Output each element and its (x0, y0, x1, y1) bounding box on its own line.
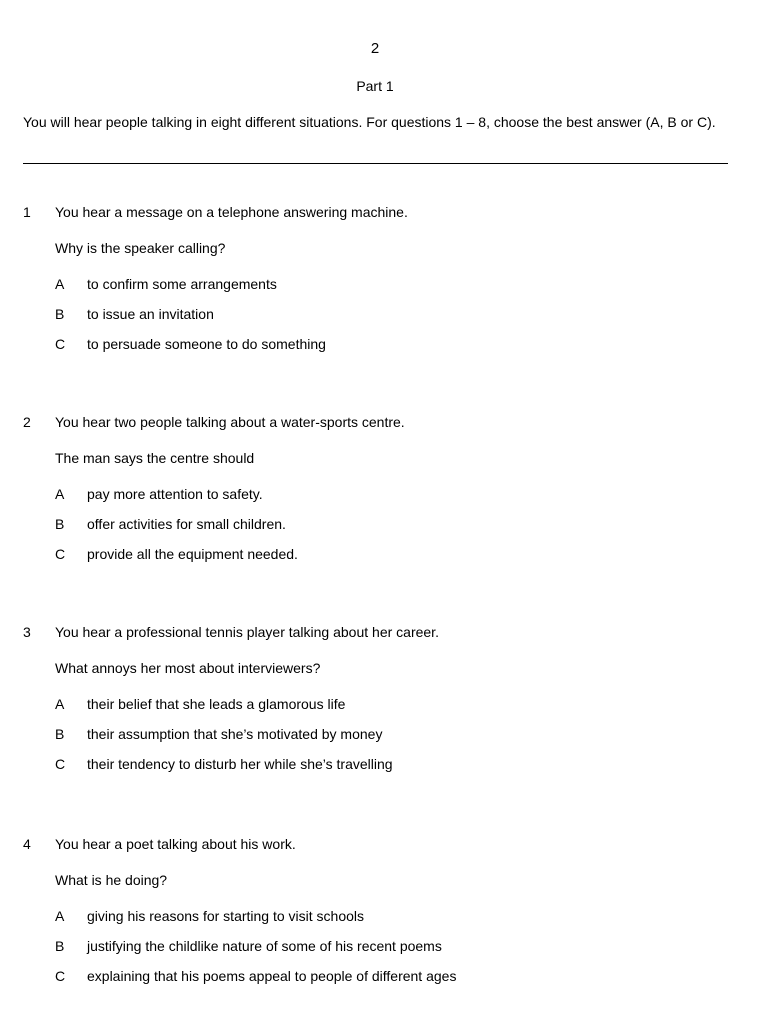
option-text: giving his reasons for starting to visit schools (87, 908, 365, 924)
part-title: Part 1 (356, 78, 394, 94)
option-letter: B (55, 516, 65, 532)
question-number: 2 (23, 414, 31, 430)
question-number: 4 (23, 836, 31, 852)
question-context: You hear a professional tennis player talking about her career. (55, 624, 439, 640)
option-text: justifying the childlike nature of some of his recent poems (87, 938, 442, 954)
option-text: explaining that his poems appeal to people of different ages (87, 968, 457, 984)
option-letter: B (55, 938, 65, 954)
option-text: pay more attention to safety. (87, 486, 263, 502)
option-letter: A (55, 696, 65, 712)
option-letter: C (55, 968, 66, 984)
question-prompt: The man says the centre should (55, 450, 255, 466)
option-letter: B (55, 726, 65, 742)
option-text: provide all the equipment needed. (87, 546, 298, 562)
option-text: their assumption that she’s motivated by money (87, 726, 383, 742)
question-prompt: What annoys her most about interviewers? (55, 660, 321, 676)
option-letter: A (55, 276, 65, 292)
option-letter: C (55, 546, 66, 562)
question-prompt: Why is the speaker calling? (55, 240, 226, 256)
page-number: 2 (370, 40, 380, 57)
question-context: You hear a poet talking about his work. (55, 836, 296, 852)
question-context: You hear a message on a telephone answering machine. (55, 204, 408, 220)
option-text: offer activities for small children. (87, 516, 286, 532)
divider-rule (23, 163, 728, 164)
option-text: their belief that she leads a glamorous life (87, 696, 346, 712)
option-letter: A (55, 486, 65, 502)
option-text: to issue an invitation (87, 306, 214, 322)
option-letter: C (55, 756, 66, 772)
option-letter: C (55, 336, 66, 352)
question-context: You hear two people talking about a water-sports centre. (55, 414, 405, 430)
question-number: 1 (23, 204, 31, 220)
option-text: to persuade someone to do something (87, 336, 326, 352)
option-text: their tendency to disturb her while she’s travelling (87, 756, 393, 772)
option-letter: B (55, 306, 65, 322)
option-letter: A (55, 908, 65, 924)
question-number: 3 (23, 624, 31, 640)
instructions: You will hear people talking in eight different situations. For questions 1 – 8, choose the best answer (A, B or C). (23, 114, 716, 130)
option-text: to confirm some arrangements (87, 276, 277, 292)
question-prompt: What is he doing? (55, 872, 168, 888)
